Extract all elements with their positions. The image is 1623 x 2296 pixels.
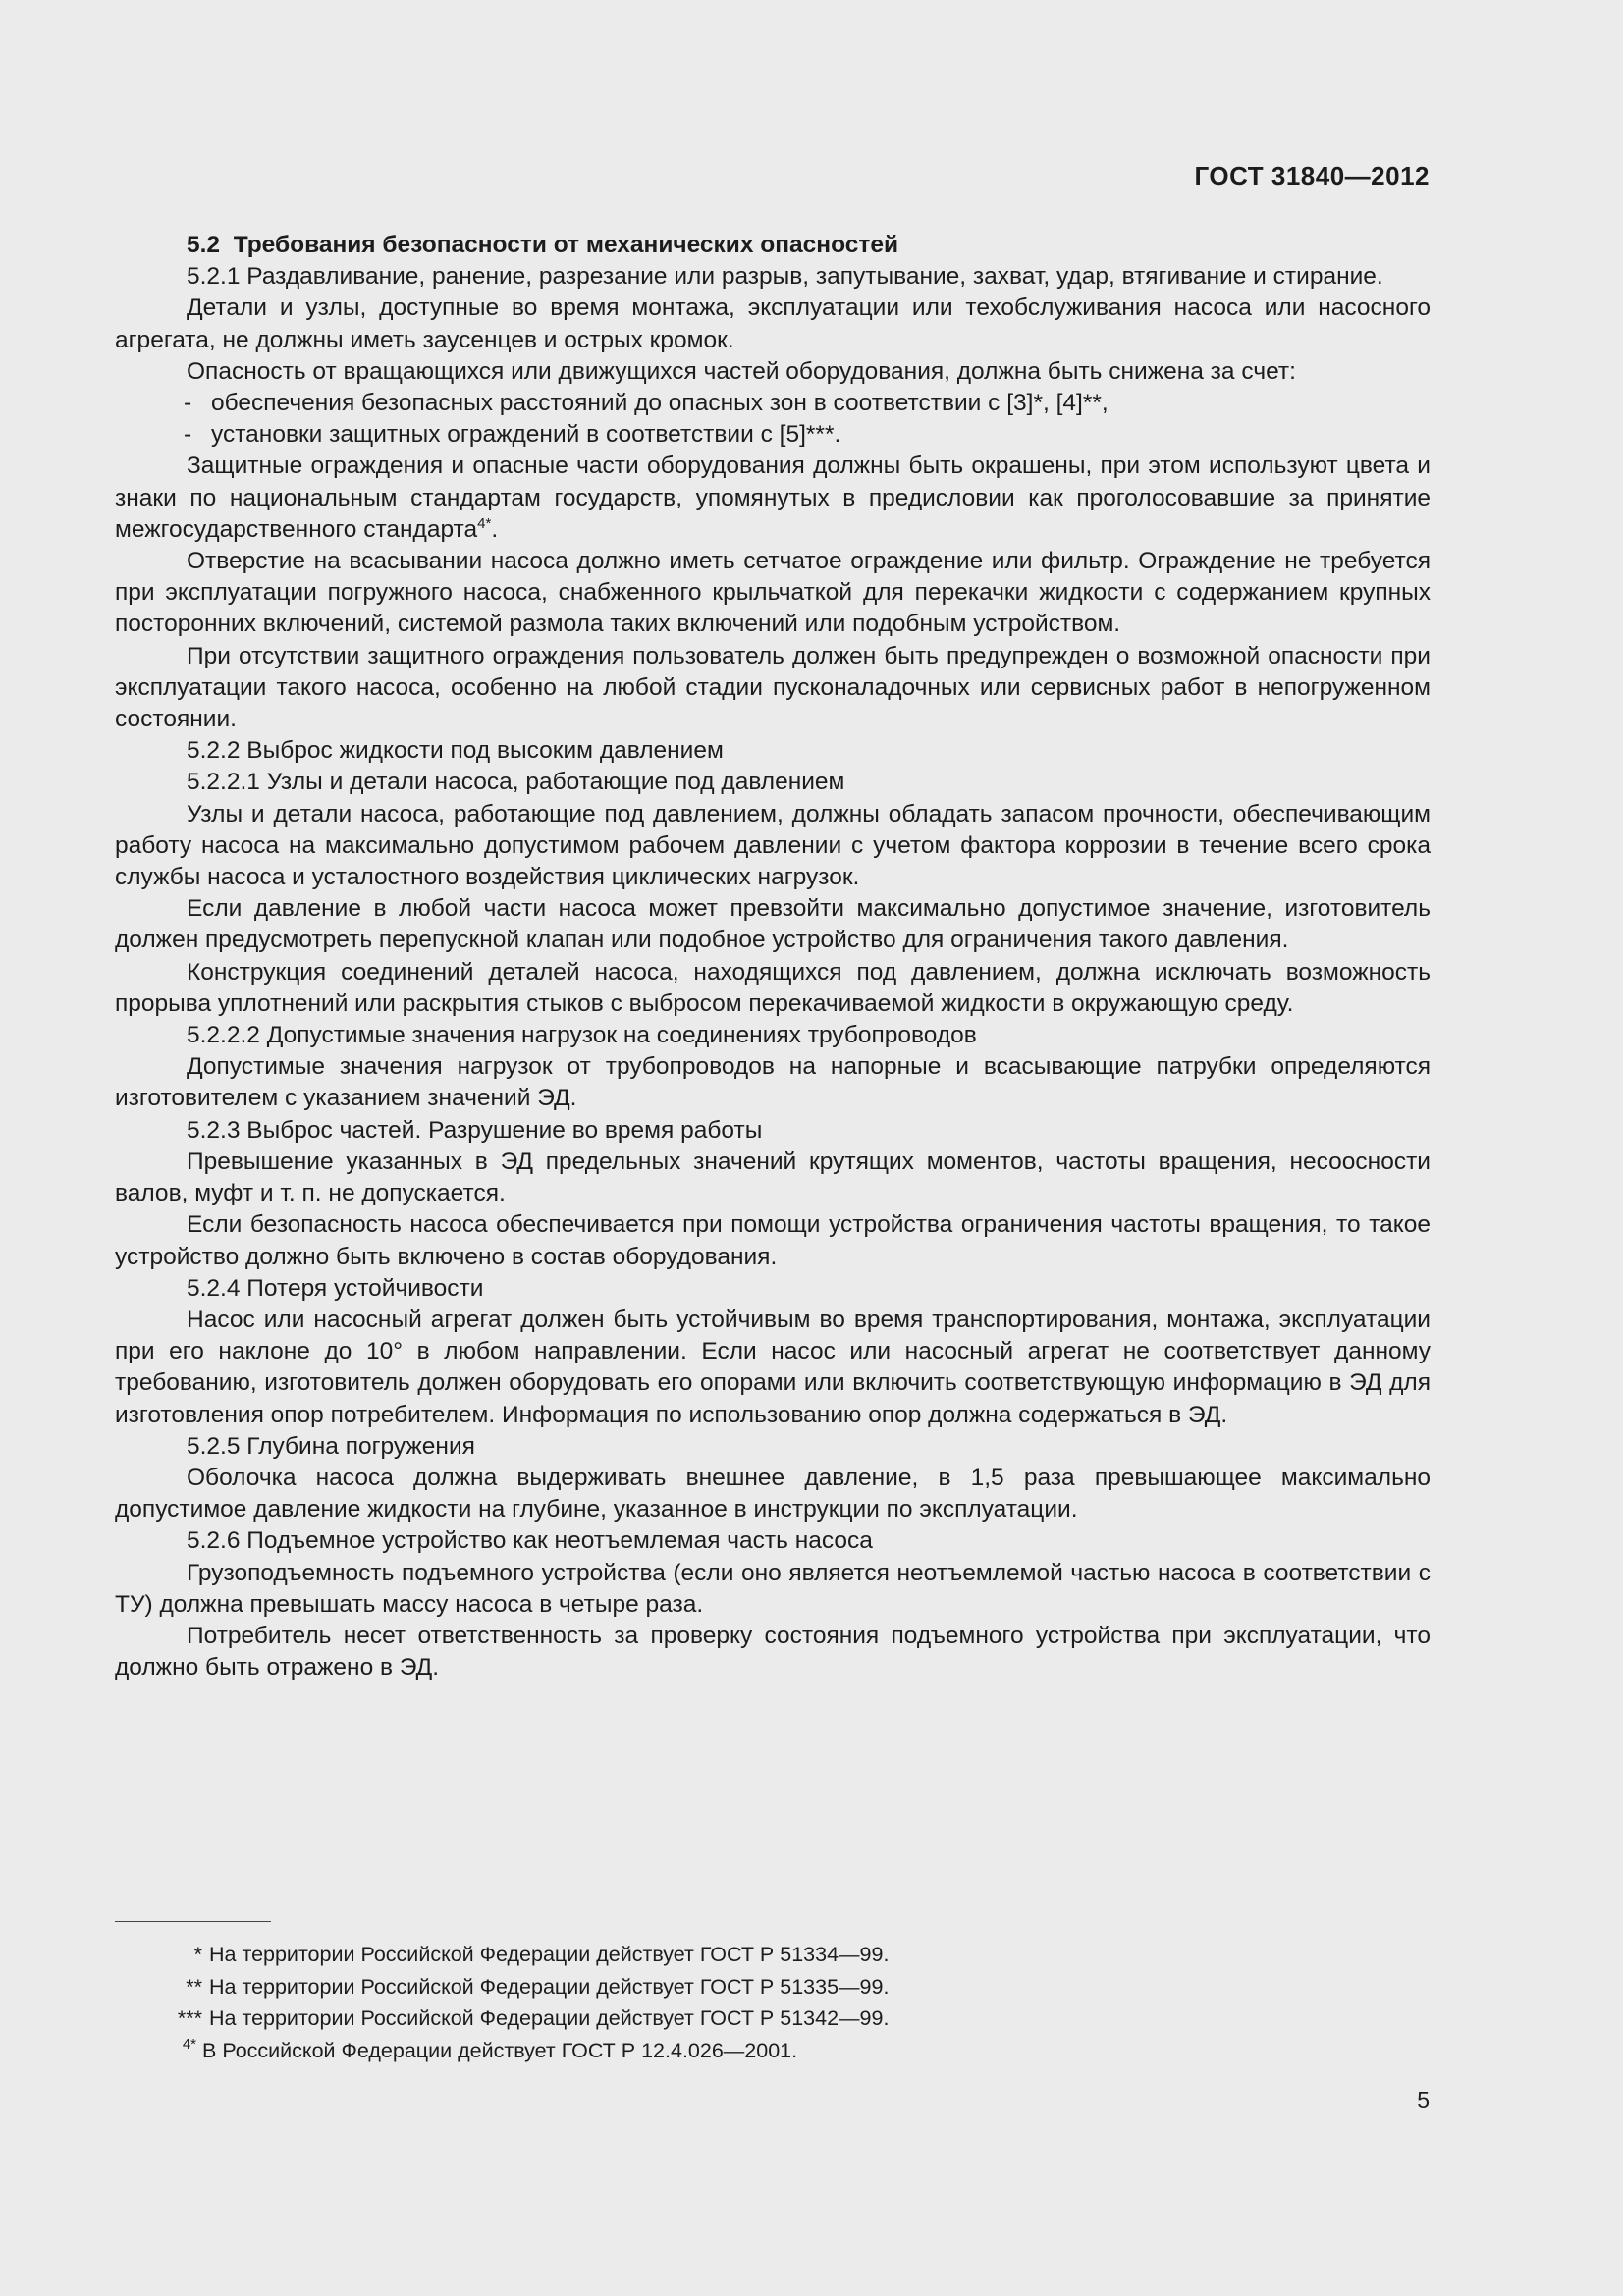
footnote	[115, 1971, 1431, 2003]
subsection-heading: 5.2.2 Выброс жидкости под высоким давлением	[187, 737, 724, 765]
paragraph: Если безопасность насоса обеспечивается при помощи устройства ограничения частоты вращения, то такое устройство должно быть включено в состав оборудования.	[115, 1211, 1431, 1270]
paragraph: Оболочка насоса должна выдерживать внешнее давление, в 1,5 раза превышающее максимально допустимое давление жидкости на глубине, указанное в инструкции по эксплуатации.	[115, 1464, 1431, 1523]
paragraph: Конструкция соединений деталей насоса, находящихся под давлением, должна исключать возможность прорыва уплотнений или раскрытия стыков с выбросом перекачиваемой жидкости в окружающую среду.	[115, 958, 1431, 1017]
footnote	[115, 1939, 1431, 1971]
standard-header: ГОСТ 31840—2012	[1194, 161, 1430, 190]
footnotes	[115, 1939, 1431, 2066]
paragraph-tail: .	[491, 515, 499, 543]
paragraph: Узлы и детали насоса, работающие под давлением, должны обладать запасом прочности, обеспечивающим работу насоса на максимально допустимом рабочем давлении с учетом фактора коррозии в течение всего срока службы насоса и усталостного воздействия циклических нагрузок.	[115, 800, 1431, 891]
paragraph: Отверстие на всасывании насоса должно иметь сетчатое ограждение или фильтр. Ограждение не требуется при эксплуатации погружного насоса, снабженного крыльчаткой для перекачки жидкости с содержанием крупных посторонних включений, системой размола таких включений или подобным устройством.	[115, 548, 1431, 638]
footnote	[115, 2035, 1431, 2067]
paragraph: Превышение указанных в ЭД предельных значений крутящих моментов, частоты вращения, несоосности валов, муфт и т. п. не допускается.	[115, 1148, 1431, 1207]
footnote-mark-sup: 4*	[182, 2035, 196, 2053]
list-dash: -	[184, 421, 192, 449]
footnote-text: В Российской Федерации действует ГОСТ Р 12.4.026—2001.	[202, 2038, 798, 2062]
paragraph: Насос или насосный агрегат должен быть устойчивым во время транспортирования, монтажа, эксплуатации при его наклоне до 10° в любом направлении. Если насос или насосный агрегат не соответствует данному требованию, изготовитель должен оборудовать его опорами или включить соответствующую информацию в ЭД для изготовления опор потребителем. Информация по использованию опор должна содержаться в ЭД.	[115, 1306, 1431, 1428]
list-item-text: установки защитных ограждений в соответствии с [5]***.	[211, 421, 841, 449]
page-number: 5	[1417, 2087, 1430, 2112]
paragraph: Детали и узлы, доступные во время монтажа, эксплуатации или техобслуживания насоса или насосного агрегата, не должны иметь заусенцев и острых кромок.	[115, 294, 1431, 353]
footnote-text: На территории Российской Федерации действует ГОСТ Р 51334—99.	[209, 1943, 890, 1966]
footnote-mark: ***	[177, 2006, 202, 2030]
paragraph: При отсутствии защитного ограждения пользователь должен быть предупрежден о возможной опасности при эксплуатации такого насоса, особенно на любой стадии пусконаладочных или сервисных работ в непогруженном состоянии.	[115, 642, 1431, 733]
subsection-heading: 5.2.5 Глубина погружения	[187, 1432, 475, 1460]
footnote-text: На территории Российской Федерации действует ГОСТ Р 51342—99.	[209, 2006, 890, 2030]
footnote-ref: 4*	[477, 514, 492, 532]
paragraph: Если давление в любой части насоса может превзойти максимально допустимое значение, изготовитель должен предусмотреть перепускной клапан или подобное устройство для ограничения такого давления.	[115, 895, 1431, 954]
subsection-heading: 5.2.2.1 Узлы и детали насоса, работающие под давлением	[187, 769, 845, 796]
footnote	[115, 2002, 1431, 2035]
paragraph: Допустимые значения нагрузок от трубопроводов на напорные и всасывающие патрубки определяются изготовителем с указанием значений ЭД.	[115, 1053, 1431, 1112]
subsection-heading: 5.2.6 Подъемное устройство как неотъемлемая часть насоса	[187, 1527, 873, 1555]
list-item	[115, 419, 1431, 451]
paragraph-guards	[115, 451, 1431, 546]
subsection-heading: 5.2.2.2 Допустимые значения нагрузок на соединениях трубопроводов	[187, 1022, 977, 1049]
paragraph: 5.2.1 Раздавливание, ранение, разрезание или разрыв, запутывание, захват, удар, втягивание и стирание.	[187, 263, 1383, 291]
footnote-mark: *	[193, 1943, 202, 1966]
subsection-heading: 5.2.3 Выброс частей. Разрушение во время работы	[187, 1116, 763, 1144]
paragraph: Потребитель несет ответственность за проверку состояния подъемного устройства при эксплуатации, что должно быть отражено в ЭД.	[115, 1622, 1431, 1682]
paragraph: Опасность от вращающихся или движущихся частей оборудования, должна быть снижена за счет:	[187, 357, 1296, 385]
paragraph-text: Защитные ограждения и опасные части оборудования должны быть окрашены, при этом используют цвета и знаки по национальным стандартам государств, упомянутых в предисловии как проголосовавшие за принятие межгосударственного стандарта	[115, 453, 1431, 543]
footnote-text: На территории Российской Федерации действует ГОСТ Р 51335—99.	[209, 1974, 890, 1999]
section-title: Требования безопасности от механических опасностей	[233, 232, 899, 258]
section-heading	[115, 230, 1431, 261]
footnote-separator	[115, 1921, 271, 1922]
list-item	[115, 388, 1431, 419]
subsection-heading: 5.2.4 Потеря устойчивости	[187, 1274, 484, 1302]
footnote-mark	[183, 2035, 196, 2067]
paragraph: Грузоподъемность подъемного устройства (если оно является неотъемлемой частью насоса в соответствии с ТУ) должна превышать массу насоса в четыре раза.	[115, 1559, 1431, 1618]
section-number: 5.2	[187, 232, 221, 258]
list-dash: -	[184, 390, 192, 417]
document-body	[115, 230, 1431, 1683]
list-item-text: обеспечения безопасных расстояний до опасных зон в соответствии с [3]*, [4]**,	[211, 390, 1109, 417]
footnote-mark: **	[186, 1974, 202, 1999]
